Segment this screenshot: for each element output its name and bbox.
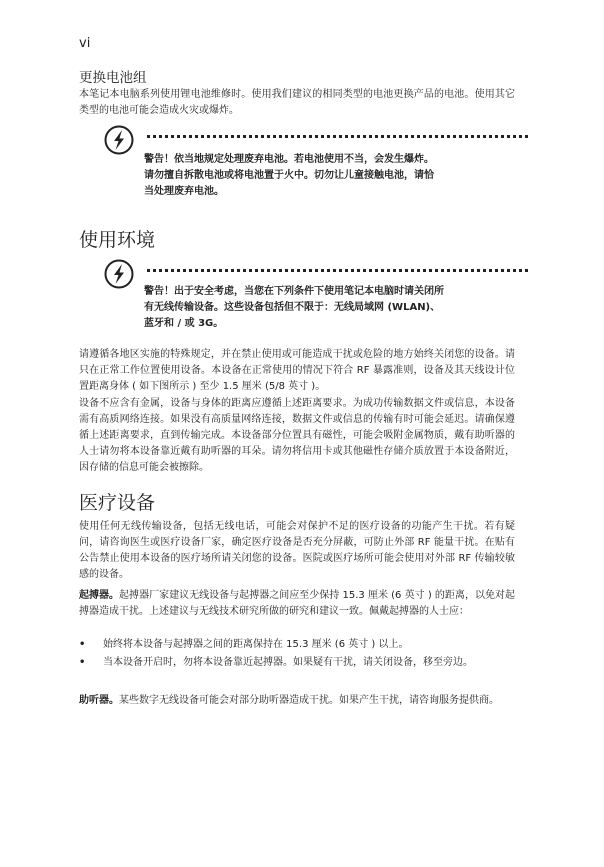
warning-dotted-rule	[147, 135, 528, 138]
battery-warning-line3: 当处理废弃电池。	[144, 186, 224, 197]
hearing-aid-body: 某些数字无线设备可能会对部分助听器造成干扰。如果产生干扰，请咨询服务提供商。	[119, 695, 499, 706]
bullet-symbol: •	[79, 657, 86, 668]
pacemaker-para	[79, 588, 515, 620]
battery-heading: 更换电池组	[79, 70, 147, 86]
environment-warning-line3: 蓝牙和 / 或 3G。	[144, 318, 224, 329]
warning-bolt-icon	[103, 258, 135, 290]
warning-dotted-rule	[147, 269, 528, 272]
environment-warning-line1: 警告！出于安全考虑，当您在下列条件下使用笔记本电脑时请关闭所	[144, 286, 444, 297]
hearing-aid-title: 助听器。	[79, 695, 119, 706]
battery-warning-line1: 警告！依当地规定处理废弃电池。若电池使用不当，会发生爆炸。	[144, 154, 434, 165]
medical-heading: 医疗设备	[79, 492, 156, 514]
hearing-aid-para	[79, 693, 515, 709]
bullet-symbol: •	[79, 639, 86, 650]
environment-para-1: 请遵循各地区实施的特殊规定，并在禁止使用或可能造成干扰或危险的地方始终关闭您的设备。请只在正常工作位置使用设备。本设备在正常使用的情况下符合 RF 暴露准则，设备及其天线设计位置距离身体 ( 如下图所示 ) 至少 1.5 厘米 (5/8 英寸 )。	[79, 349, 515, 392]
page-number: vi	[79, 36, 91, 51]
pacemaker-title: 起搏器。	[79, 590, 120, 601]
medical-para-1: 使用任何无线传输设备，包括无线电话，可能会对保护不足的医疗设备的功能产生干扰。若有疑问，请咨询医生或医疗设备厂家，确定医疗设备是否充分屏蔽，可防止外部 RF 能量干扰。在贴有公告禁止使用本设备的医疗场所请关闭您的设备。医院或医疗场所可能会使用对外部 RF 传输较敏感的设备。	[79, 521, 515, 580]
environment-heading: 使用环境	[79, 229, 156, 251]
environment-warning-line2: 有无线传输设备。这些设备包括但不限于：无线局域网 (WLAN)、	[144, 302, 441, 313]
warning-bolt-icon	[103, 124, 135, 156]
environment-para-2: 设备不应含有金属，设备与身体的距离应遵循上述距离要求。为成功传输数据文件或信息，本设备需有高质网络连接。如果没有高质量网络连接，数据文件或信息的传输有时可能会延迟。请确保遵循上述距离要求，直到传输完成。本设备部分位置具有磁性，可能会吸附金属物质，戴有助听器的人士请勿将本设备靠近戴有助听器的耳朵。请勿将信用卡或其他磁性存储介质放置于本设备附近，因存储的信息可能会被擦除。	[79, 398, 515, 473]
bullet-text: 当本设备开启时，勿将本设备靠近起搏器。如果疑有干扰，请关闭设备，移至旁边。	[103, 657, 473, 668]
bullet-text: 始终将本设备与起搏器之间的距离保持在 15.3 厘米 (6 英寸 ) 以上。	[103, 639, 409, 650]
pacemaker-body: 起搏器厂家建议无线设备与起搏器之间应至少保持 15.3 厘米 (6 英寸 ) 的距离，以免对起搏器造成干扰。上述建议与无线技术研究所做的研究和建议一致。佩戴起搏器的人士应：	[79, 590, 515, 617]
battery-body: 本笔记本电脑系列使用锂电池维修时。使用我们建议的相同类型的电池更换产品的电池。使用其它类型的电池可能会造成火灾或爆炸。	[79, 89, 515, 116]
battery-warning-line2: 请勿擅自拆散电池或将电池置于火中。切勿让儿童接触电池，请恰	[144, 170, 434, 181]
